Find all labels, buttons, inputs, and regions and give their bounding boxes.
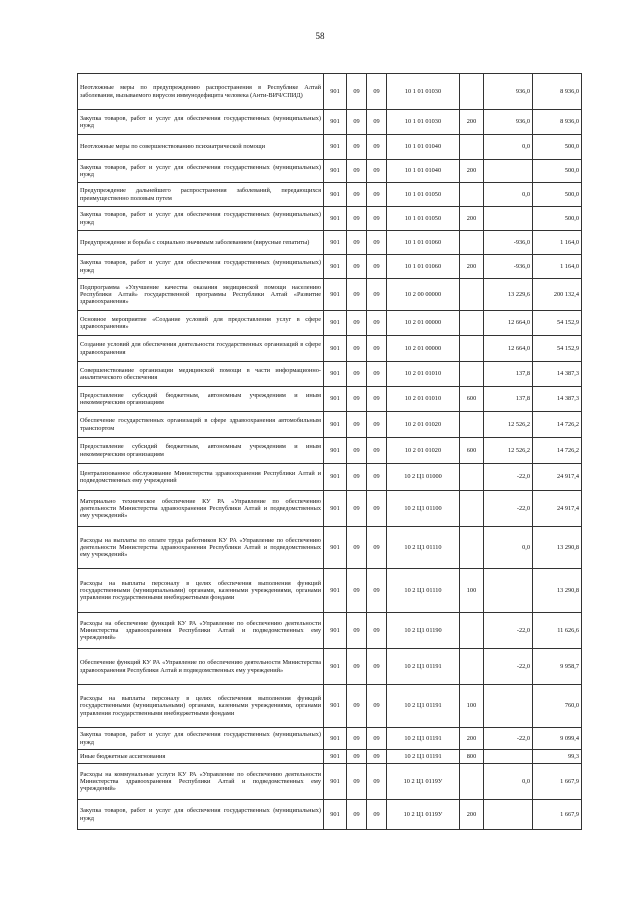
row-section: 09 (347, 231, 367, 255)
row-section: 09 (347, 464, 367, 491)
row-target-code: 10 2 01 01010 (387, 362, 460, 387)
row-name: Расходы на обеспечение функций КУ РА «Управление по обеспечению деятельности Министерства здравоохранения Республики Алтай и подведомственных ему учреждений» (78, 613, 324, 649)
row-section: 09 (347, 750, 367, 764)
row-name: Неотложные меры по совершенствованию психиатрической помощи (78, 135, 324, 160)
row-section: 09 (347, 491, 367, 527)
row-amount-total: 14 387,3 (533, 387, 582, 412)
row-amount-total: 13 290,8 (533, 569, 582, 613)
table-row (78, 336, 582, 362)
row-target-code: 10 2 Ц1 0119У (387, 764, 460, 800)
row-department-code: 901 (324, 800, 347, 830)
row-amount-change: 137,8 (484, 362, 533, 387)
row-department-code: 901 (324, 207, 347, 231)
row-expense-type: 600 (460, 438, 484, 464)
row-expense-type: 200 (460, 207, 484, 231)
row-name: Предоставление субсидий бюджетным, автономным учреждениям и иным некоммерческим организациям (78, 387, 324, 412)
table-row (78, 231, 582, 255)
row-section: 09 (347, 613, 367, 649)
row-amount-total: 9 099,4 (533, 728, 582, 750)
row-amount-total: 500,0 (533, 135, 582, 160)
row-subsection: 09 (367, 160, 387, 183)
row-amount-change: 936,0 (484, 74, 533, 110)
row-department-code: 901 (324, 255, 347, 279)
row-department-code: 901 (324, 685, 347, 728)
row-expense-type (460, 336, 484, 362)
row-department-code: 901 (324, 764, 347, 800)
row-target-code: 10 2 00 00000 (387, 279, 460, 311)
row-department-code: 901 (324, 74, 347, 110)
row-subsection: 09 (367, 183, 387, 207)
row-subsection: 09 (367, 362, 387, 387)
row-name: Обеспечение государственных организаций в сфере здравоохранения автомобильным транспортом (78, 412, 324, 438)
row-amount-total: 500,0 (533, 183, 582, 207)
row-section: 09 (347, 800, 367, 830)
row-expense-type (460, 613, 484, 649)
table-row (78, 491, 582, 527)
budget-table (77, 73, 582, 830)
row-target-code: 10 2 01 01020 (387, 438, 460, 464)
row-amount-change: -936,0 (484, 255, 533, 279)
page-number: 58 (315, 31, 325, 41)
row-expense-type (460, 464, 484, 491)
table-row (78, 438, 582, 464)
row-subsection: 09 (367, 613, 387, 649)
row-amount-change: -22,0 (484, 649, 533, 685)
table-row (78, 412, 582, 438)
row-section: 09 (347, 207, 367, 231)
table-row (78, 74, 582, 110)
row-target-code: 10 2 Ц1 01000 (387, 464, 460, 491)
row-section: 09 (347, 74, 367, 110)
table-row (78, 135, 582, 160)
row-department-code: 901 (324, 336, 347, 362)
table-row (78, 613, 582, 649)
row-target-code: 10 1 01 01040 (387, 160, 460, 183)
row-amount-change (484, 750, 533, 764)
row-amount-total: 99,3 (533, 750, 582, 764)
row-amount-total: 24 917,4 (533, 491, 582, 527)
table-row (78, 160, 582, 183)
row-expense-type: 200 (460, 255, 484, 279)
row-expense-type: 800 (460, 750, 484, 764)
row-amount-change: 0,0 (484, 135, 533, 160)
row-amount-change (484, 207, 533, 231)
row-amount-change: 137,8 (484, 387, 533, 412)
row-target-code: 10 2 Ц1 0119У (387, 800, 460, 830)
row-target-code: 10 1 01 01060 (387, 231, 460, 255)
row-amount-change: -22,0 (484, 464, 533, 491)
row-subsection: 09 (367, 387, 387, 412)
row-amount-total: 8 936,0 (533, 74, 582, 110)
row-department-code: 901 (324, 491, 347, 527)
row-department-code: 901 (324, 160, 347, 183)
row-subsection: 09 (367, 527, 387, 569)
row-section: 09 (347, 412, 367, 438)
row-department-code: 901 (324, 464, 347, 491)
row-expense-type (460, 412, 484, 438)
row-department-code: 901 (324, 110, 347, 135)
row-subsection: 09 (367, 135, 387, 160)
row-amount-total: 24 917,4 (533, 464, 582, 491)
row-department-code: 901 (324, 311, 347, 336)
row-subsection: 09 (367, 279, 387, 311)
table-row (78, 207, 582, 231)
row-subsection: 09 (367, 569, 387, 613)
row-amount-change: -936,0 (484, 231, 533, 255)
row-section: 09 (347, 183, 367, 207)
row-subsection: 09 (367, 311, 387, 336)
row-target-code: 10 1 01 01050 (387, 207, 460, 231)
row-amount-total: 13 290,8 (533, 527, 582, 569)
row-target-code: 10 2 Ц1 01191 (387, 728, 460, 750)
row-target-code: 10 1 01 01030 (387, 74, 460, 110)
row-target-code: 10 2 01 01010 (387, 387, 460, 412)
row-amount-total: 200 132,4 (533, 279, 582, 311)
row-amount-change: 13 229,6 (484, 279, 533, 311)
row-expense-type: 200 (460, 728, 484, 750)
row-subsection: 09 (367, 649, 387, 685)
row-expense-type (460, 74, 484, 110)
table-row (78, 569, 582, 613)
row-amount-change: 0,0 (484, 183, 533, 207)
row-name: Расходы на выплаты по оплате труда работников КУ РА «Управление по обеспечению деятельности Министерства здравоохранения Республики Алтай и подведомственных ему учреждений» (78, 527, 324, 569)
row-target-code: 10 2 Ц1 01100 (387, 491, 460, 527)
row-expense-type (460, 649, 484, 685)
row-amount-total: 9 958,7 (533, 649, 582, 685)
row-subsection: 09 (367, 74, 387, 110)
row-subsection: 09 (367, 800, 387, 830)
row-name: Закупка товаров, работ и услуг для обеспечения государственных (муниципальных) нужд (78, 207, 324, 231)
row-amount-total: 1 164,0 (533, 231, 582, 255)
row-subsection: 09 (367, 207, 387, 231)
row-amount-change: 0,0 (484, 527, 533, 569)
row-expense-type: 200 (460, 800, 484, 830)
table-row (78, 311, 582, 336)
row-department-code: 901 (324, 613, 347, 649)
row-amount-change: -22,0 (484, 728, 533, 750)
row-department-code: 901 (324, 387, 347, 412)
row-section: 09 (347, 160, 367, 183)
row-department-code: 901 (324, 569, 347, 613)
row-subsection: 09 (367, 750, 387, 764)
row-target-code: 10 2 Ц1 01191 (387, 685, 460, 728)
row-name: Расходы на коммунальные услуги КУ РА «Управление по обеспечению деятельности Министерства здравоохранения Республики Алтай и подведомственных ему учреждений» (78, 764, 324, 800)
row-name: Обеспечение функций КУ РА «Управление по обеспечению деятельности Министерства здравоохранения Республики Алтай и подведомственных ему учреждений» (78, 649, 324, 685)
row-amount-total: 54 152,9 (533, 336, 582, 362)
row-amount-total: 1 667,9 (533, 764, 582, 800)
row-name: Материально техническое обеспечение КУ РА «Управление по обеспечению деятельности Министерства здравоохранения Республики Алтай и подведомственных ему учреждений» (78, 491, 324, 527)
row-name: Закупка товаров, работ и услуг для обеспечения государственных (муниципальных) нужд (78, 110, 324, 135)
row-target-code: 10 2 01 00000 (387, 336, 460, 362)
table-row (78, 764, 582, 800)
table-row (78, 685, 582, 728)
row-target-code: 10 2 01 00000 (387, 311, 460, 336)
row-subsection: 09 (367, 464, 387, 491)
row-target-code: 10 2 Ц1 01191 (387, 750, 460, 764)
row-expense-type (460, 183, 484, 207)
row-section: 09 (347, 649, 367, 685)
row-subsection: 09 (367, 412, 387, 438)
row-expense-type: 200 (460, 110, 484, 135)
row-expense-type (460, 527, 484, 569)
row-subsection: 09 (367, 438, 387, 464)
row-department-code: 901 (324, 750, 347, 764)
row-section: 09 (347, 255, 367, 279)
table-row (78, 110, 582, 135)
row-section: 09 (347, 311, 367, 336)
row-name: Создание условий для обеспечения деятельности государственных организаций в сфере здравоохранения (78, 336, 324, 362)
row-target-code: 10 1 01 01040 (387, 135, 460, 160)
row-expense-type: 200 (460, 160, 484, 183)
row-section: 09 (347, 110, 367, 135)
row-amount-change: 936,0 (484, 110, 533, 135)
row-department-code: 901 (324, 649, 347, 685)
row-name: Централизованное обслуживание Министерства здравоохранения Республики Алтай и подведомственных ему учреждений (78, 464, 324, 491)
table-row (78, 728, 582, 750)
row-subsection: 09 (367, 685, 387, 728)
row-department-code: 901 (324, 412, 347, 438)
row-target-code: 10 2 Ц1 01190 (387, 613, 460, 649)
row-amount-total: 14 387,3 (533, 362, 582, 387)
row-amount-total: 500,0 (533, 160, 582, 183)
row-target-code: 10 2 Ц1 01110 (387, 569, 460, 613)
row-department-code: 901 (324, 728, 347, 750)
row-amount-change (484, 569, 533, 613)
row-department-code: 901 (324, 362, 347, 387)
row-section: 09 (347, 527, 367, 569)
row-amount-change: 12 664,0 (484, 311, 533, 336)
row-target-code: 10 1 01 01030 (387, 110, 460, 135)
row-name: Закупка товаров, работ и услуг для обеспечения государственных (муниципальных) нужд (78, 728, 324, 750)
row-amount-change: 12 526,2 (484, 438, 533, 464)
row-name: Расходы на выплаты персоналу в целях обеспечения выполнения функций государственными (муниципальными) органами, казенными учреждениями, органами управления государственными внебюджетными фондами (78, 569, 324, 613)
row-section: 09 (347, 279, 367, 311)
row-expense-type (460, 311, 484, 336)
row-department-code: 901 (324, 527, 347, 569)
row-name: Закупка товаров, работ и услуг для обеспечения государственных (муниципальных) нужд (78, 160, 324, 183)
row-section: 09 (347, 387, 367, 412)
row-name: Иные бюджетные ассигнования (78, 750, 324, 764)
row-target-code: 10 2 01 01020 (387, 412, 460, 438)
row-section: 09 (347, 336, 367, 362)
row-amount-total: 500,0 (533, 207, 582, 231)
row-section: 09 (347, 438, 367, 464)
row-amount-change: -22,0 (484, 613, 533, 649)
table-row (78, 464, 582, 491)
table-row (78, 750, 582, 764)
row-amount-change: -22,0 (484, 491, 533, 527)
row-expense-type (460, 491, 484, 527)
row-expense-type (460, 362, 484, 387)
row-subsection: 09 (367, 764, 387, 800)
row-expense-type (460, 279, 484, 311)
row-subsection: 09 (367, 336, 387, 362)
row-amount-total: 8 936,0 (533, 110, 582, 135)
row-department-code: 901 (324, 183, 347, 207)
table-row (78, 362, 582, 387)
row-amount-total: 1 164,0 (533, 255, 582, 279)
row-name: Предупреждение и борьба с социально значимым заболеванием (вирусные гепатиты) (78, 231, 324, 255)
row-name: Предупреждение дальнейшего распространения заболеваний, передающихся преимущественно половым путем (78, 183, 324, 207)
table-row (78, 387, 582, 412)
row-subsection: 09 (367, 491, 387, 527)
row-name: Неотложные меры по предупреждению распространения в Республике Алтай заболевания, вызываемого вирусом иммунодефицита человека (Анти-ВИЧ/СПИД) (78, 74, 324, 110)
row-subsection: 09 (367, 728, 387, 750)
table-row (78, 279, 582, 311)
row-amount-total: 54 152,9 (533, 311, 582, 336)
row-amount-total: 14 726,2 (533, 438, 582, 464)
row-name: Совершенствование организации медицинской помощи в части информационно-аналитического обеспечения (78, 362, 324, 387)
row-expense-type (460, 764, 484, 800)
row-amount-total: 1 667,9 (533, 800, 582, 830)
table-row (78, 800, 582, 830)
row-section: 09 (347, 135, 367, 160)
row-section: 09 (347, 362, 367, 387)
table-row (78, 255, 582, 279)
row-amount-change (484, 800, 533, 830)
row-subsection: 09 (367, 255, 387, 279)
row-section: 09 (347, 728, 367, 750)
row-name: Основное мероприятие «Создание условий для предоставления услуг в сфере здравоохранения» (78, 311, 324, 336)
row-expense-type (460, 231, 484, 255)
row-section: 09 (347, 685, 367, 728)
row-department-code: 901 (324, 231, 347, 255)
row-target-code: 10 1 01 01050 (387, 183, 460, 207)
row-amount-change: 12 526,2 (484, 412, 533, 438)
table-row (78, 183, 582, 207)
row-amount-total: 11 626,6 (533, 613, 582, 649)
row-expense-type: 100 (460, 569, 484, 613)
row-section: 09 (347, 569, 367, 613)
row-target-code: 10 1 01 01060 (387, 255, 460, 279)
table-row (78, 527, 582, 569)
row-department-code: 901 (324, 135, 347, 160)
row-amount-change: 0,0 (484, 764, 533, 800)
row-name: Подпрограмма «Улучшение качества оказания медицинской помощи населению Республики Алтай» государственной программы Республики Алтай «Развитие здравоохранения» (78, 279, 324, 311)
row-name: Закупка товаров, работ и услуг для обеспечения государственных (муниципальных) нужд (78, 255, 324, 279)
row-target-code: 10 2 Ц1 01110 (387, 527, 460, 569)
row-name: Расходы на выплаты персоналу в целях обеспечения выполнения функций государственными (муниципальными) органами, казенными учреждениями, органами управления государственными внебюджетными фондами (78, 685, 324, 728)
row-expense-type: 600 (460, 387, 484, 412)
row-section: 09 (347, 764, 367, 800)
row-expense-type (460, 135, 484, 160)
row-subsection: 09 (367, 110, 387, 135)
row-amount-total: 14 726,2 (533, 412, 582, 438)
row-amount-change: 12 664,0 (484, 336, 533, 362)
row-department-code: 901 (324, 438, 347, 464)
row-subsection: 09 (367, 231, 387, 255)
row-amount-change (484, 160, 533, 183)
row-expense-type: 100 (460, 685, 484, 728)
table-row (78, 649, 582, 685)
row-name: Предоставление субсидий бюджетным, автономным учреждениям и иным некоммерческим организациям (78, 438, 324, 464)
row-amount-change (484, 685, 533, 728)
row-amount-total: 760,0 (533, 685, 582, 728)
row-department-code: 901 (324, 279, 347, 311)
row-name: Закупка товаров, работ и услуг для обеспечения государственных (муниципальных) нужд (78, 800, 324, 830)
row-target-code: 10 2 Ц1 01191 (387, 649, 460, 685)
